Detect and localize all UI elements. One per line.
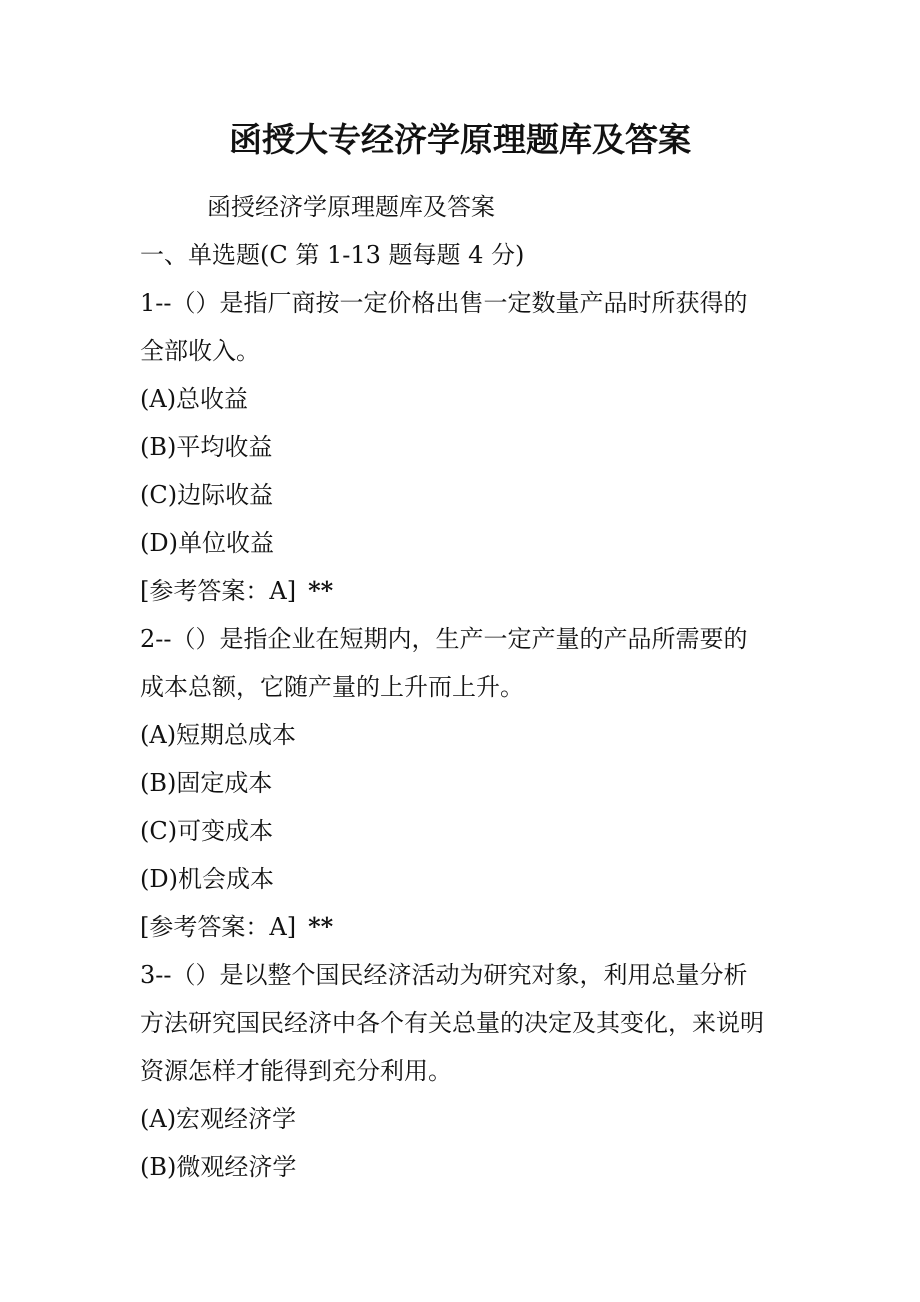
document-subtitle: 函授经济学原理题库及答案 bbox=[207, 193, 495, 221]
question-2-option-a: (A)短期总成本 bbox=[140, 721, 297, 749]
page-title: 函授大专经济学原理题库及答案 bbox=[229, 120, 691, 159]
question-3-option-b: (B)微观经济学 bbox=[140, 1153, 297, 1181]
question-3-stem-line-2: 方法研究国民经济中各个有关总量的决定及其变化，来说明 bbox=[140, 1009, 764, 1037]
question-3-stem-line-1: 3--（）是以整个国民经济活动为研究对象，利用总量分析 bbox=[140, 961, 748, 989]
question-1-answer-key: [参考答案：A] bbox=[140, 577, 297, 605]
question-1-option-d: (D)单位收益 bbox=[140, 529, 274, 557]
question-3-stem-line-3: 资源怎样才能得到充分利用。 bbox=[140, 1057, 452, 1085]
question-1-option-a: (A)总收益 bbox=[140, 385, 249, 413]
question-1-answer-mark: ** bbox=[308, 576, 334, 605]
question-2-stem-line-1: 2--（）是指企业在短期内，生产一定产量的产品所需要的 bbox=[140, 625, 748, 653]
question-1-stem-line-1: 1--（）是指厂商按一定价格出售一定数量产品时所获得的 bbox=[140, 289, 748, 317]
question-2-option-c: (C)可变成本 bbox=[140, 817, 274, 845]
question-3-option-a: (A)宏观经济学 bbox=[140, 1105, 297, 1133]
question-2-answer-row bbox=[140, 903, 880, 951]
question-2-option-d: (D)机会成本 bbox=[140, 865, 274, 893]
question-2-option-b: (B)固定成本 bbox=[140, 769, 273, 797]
question-1-option-c: (C)边际收益 bbox=[140, 481, 274, 509]
question-1-option-b: (B)平均收益 bbox=[140, 433, 273, 461]
question-2-stem-line-2: 成本总额，它随产量的上升而上升。 bbox=[140, 673, 524, 701]
question-1-stem-line-2: 全部收入。 bbox=[140, 337, 260, 365]
question-1-answer-row bbox=[140, 567, 880, 615]
question-2-answer-mark: ** bbox=[308, 912, 334, 941]
question-2-answer-key: [参考答案：A] bbox=[140, 913, 297, 941]
question-list bbox=[140, 231, 880, 1191]
section-heading: 一、单选题(C 第 1-13 题每题 4 分) bbox=[140, 241, 525, 269]
